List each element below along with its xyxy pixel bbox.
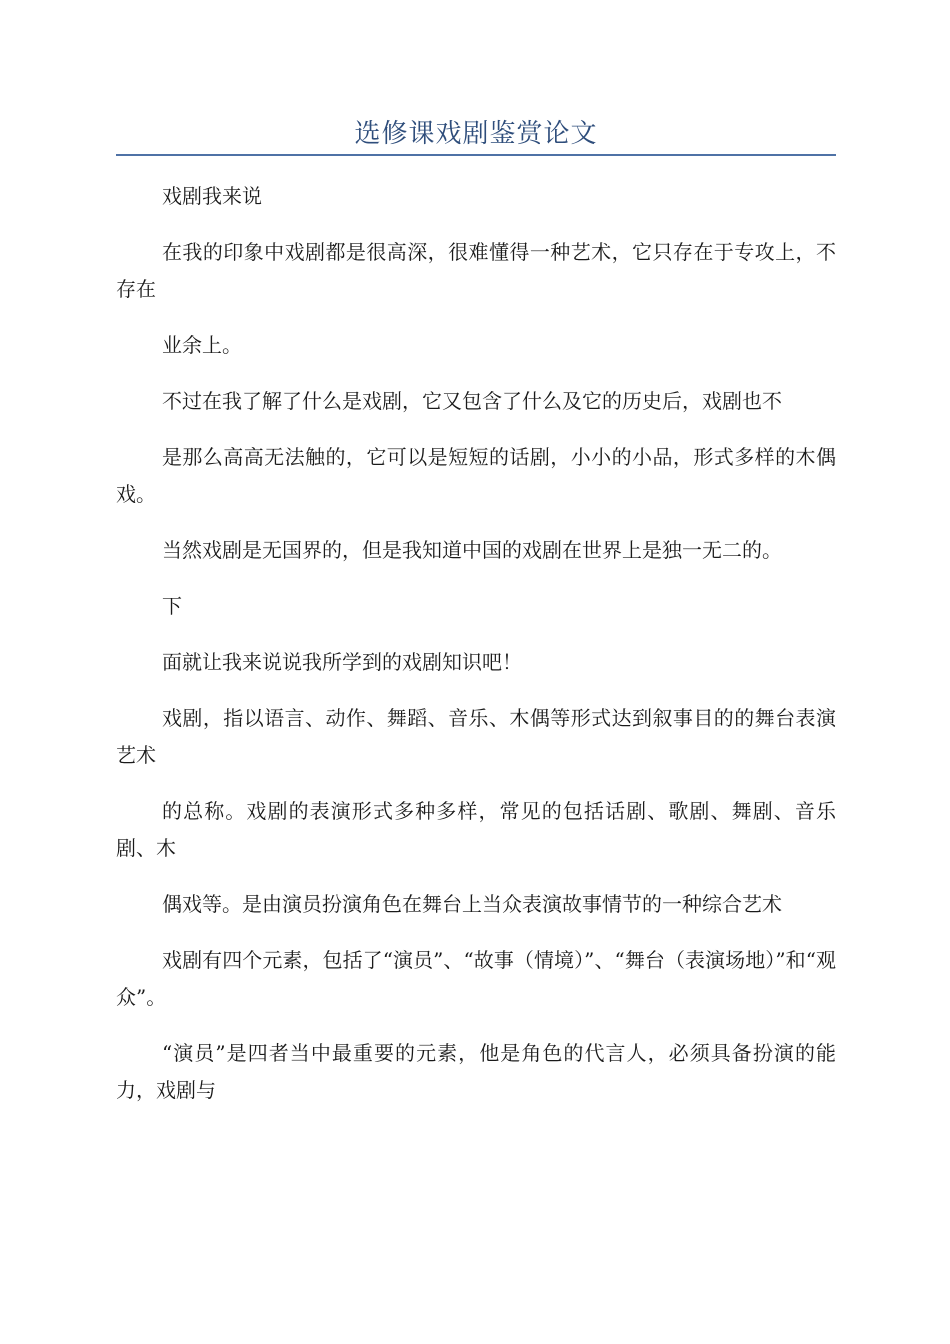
paragraph: 不过在我了解了什么是戏剧，它又包含了什么及它的历史后，戏剧也不 [162, 389, 782, 413]
paragraph: 业余上。 [162, 333, 242, 357]
title-underline [116, 154, 836, 156]
paragraph: 戏剧有四个元素，包括了“演员”、“故事（情境）”、“舞台（表演场地）”和“观众”。 [116, 948, 836, 1009]
paragraph: 是那么高高无法触的，它可以是短短的话剧，小小的小品，形式多样的木偶戏。 [116, 445, 836, 506]
document-body [116, 178, 836, 1109]
document-title: 选修课戏剧鉴赏论文 [354, 119, 598, 149]
paragraph: “演员”是四者当中最重要的元素，他是角色的代言人，必须具备扮演的能力，戏剧与 [116, 1041, 836, 1102]
paragraph: 的总称。戏剧的表演形式多种多样，常见的包括话剧、歌剧、舞剧、音乐剧、木 [116, 799, 836, 860]
paragraph: 戏剧，指以语言、动作、舞蹈、音乐、木偶等形式达到叙事目的的舞台表演艺术 [116, 706, 836, 767]
paragraph: 偶戏等。是由演员扮演角色在舞台上当众表演故事情节的一种综合艺术 [162, 892, 782, 916]
paragraph: 戏剧我来说 [162, 184, 262, 208]
paragraph: 当然戏剧是无国界的，但是我知道中国的戏剧在世界上是独一无二的。 [162, 538, 782, 562]
paragraph: 面就让我来说说我所学到的戏剧知识吧！ [162, 650, 522, 674]
paragraph: 下 [162, 594, 182, 618]
paragraph: 在我的印象中戏剧都是很高深，很难懂得一种艺术，它只存在于专攻上，不存在 [116, 240, 836, 301]
document-page [116, 0, 836, 1128]
